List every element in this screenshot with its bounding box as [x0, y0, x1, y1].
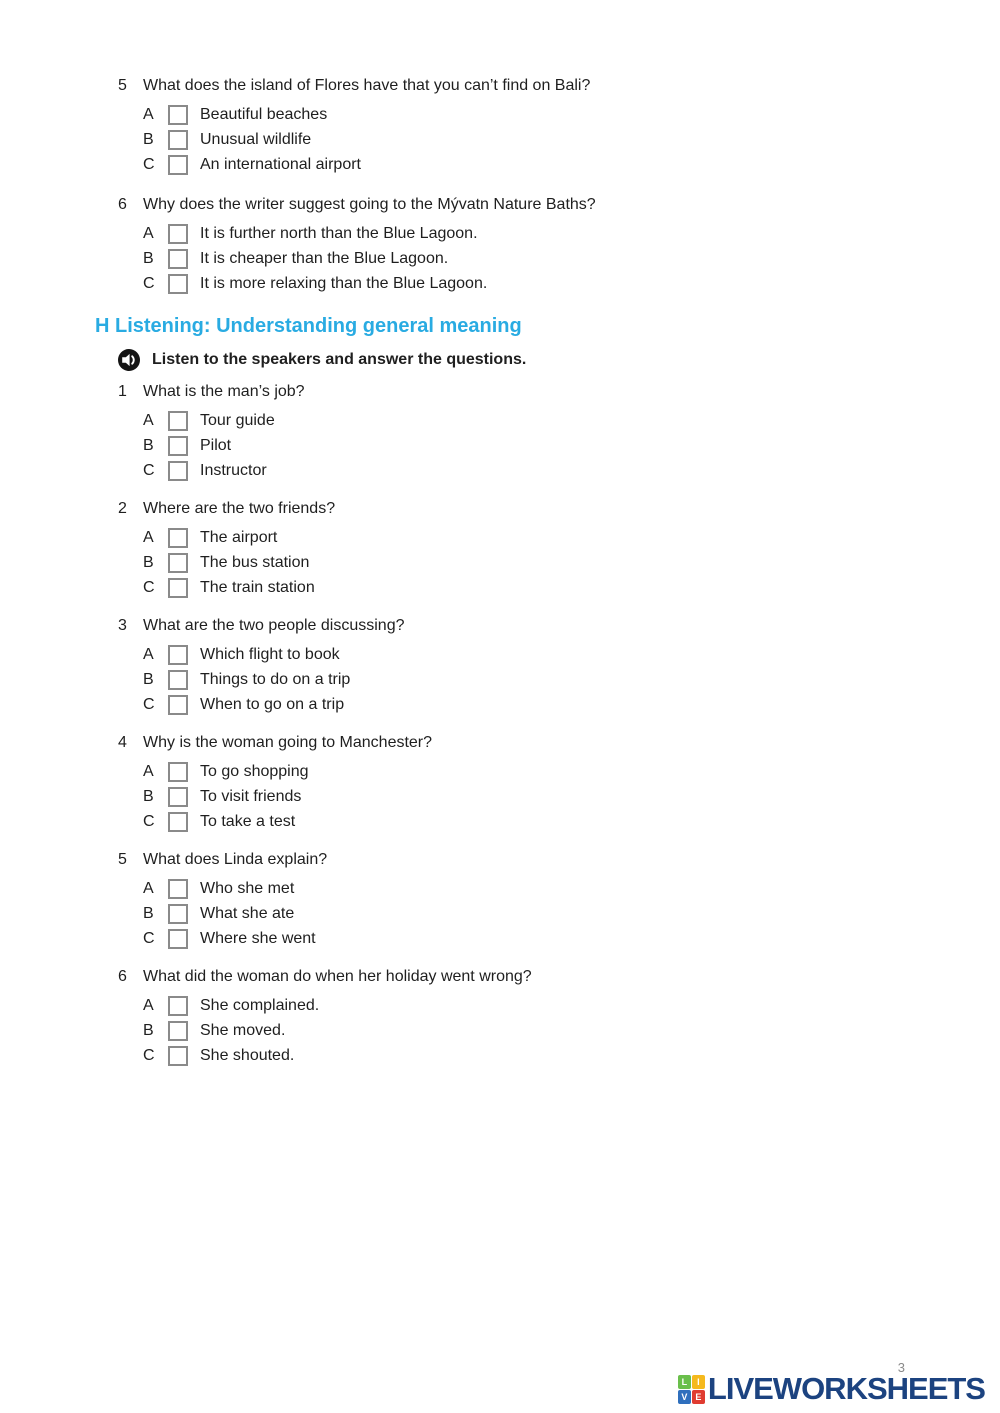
option-letter: B	[143, 130, 154, 148]
option-row	[143, 759, 960, 784]
option-letter: A	[143, 224, 154, 242]
section-heading: H Listening: Understanding general meaning	[95, 315, 522, 337]
liveworksheets-grid-icon	[678, 1375, 705, 1404]
option-label: Pilot	[200, 436, 232, 454]
option-label: The train station	[200, 578, 315, 596]
option-letter: C	[143, 812, 155, 830]
answer-checkbox[interactable]	[168, 224, 188, 244]
option-label: Instructor	[200, 461, 267, 479]
option-letter: B	[143, 787, 154, 805]
option-label: What she ate	[200, 904, 295, 922]
option-row	[143, 408, 960, 433]
answer-checkbox[interactable]	[168, 695, 188, 715]
option-label: Tour guide	[200, 411, 275, 429]
question-block-reading-5	[118, 76, 960, 177]
option-letter: B	[143, 1021, 154, 1039]
option-letter: B	[143, 249, 154, 267]
question-block-listening-2	[118, 499, 960, 600]
option-label: She moved.	[200, 1021, 286, 1039]
option-label: Unusual wildlife	[200, 130, 312, 148]
answer-checkbox[interactable]	[168, 155, 188, 175]
option-row	[143, 525, 960, 550]
option-row	[143, 901, 960, 926]
question-line	[118, 76, 960, 96]
question-block-reading-6	[118, 195, 960, 296]
question-block-listening-3	[118, 616, 960, 717]
question-block-listening-1	[118, 382, 960, 483]
answer-checkbox[interactable]	[168, 762, 188, 782]
logo-tile: I	[692, 1375, 705, 1389]
option-label: It is further north than the Blue Lagoon.	[200, 224, 478, 242]
option-label: It is more relaxing than the Blue Lagoon.	[200, 274, 488, 292]
answer-checkbox[interactable]	[168, 553, 188, 573]
audio-instruction-row	[117, 348, 960, 372]
question-number: 5	[118, 77, 127, 94]
option-label: Which flight to book	[200, 645, 340, 663]
logo-wordmark: LIVEWORKSHEETS	[707, 1371, 985, 1406]
option-row	[143, 876, 960, 901]
option-label: To go shopping	[200, 762, 309, 780]
option-row	[143, 993, 960, 1018]
option-letter: B	[143, 553, 154, 571]
answer-checkbox[interactable]	[168, 105, 188, 125]
answer-checkbox[interactable]	[168, 1046, 188, 1066]
option-row	[143, 575, 960, 600]
question-text: Why is the woman going to Manchester?	[143, 734, 433, 751]
option-row	[143, 784, 960, 809]
logo-tile: L	[678, 1375, 691, 1389]
question-number: 4	[118, 734, 127, 751]
option-letter: C	[143, 929, 155, 947]
option-row	[143, 458, 960, 483]
option-row	[143, 667, 960, 692]
option-row	[143, 1018, 960, 1043]
option-letter: B	[143, 436, 154, 454]
option-letter: B	[143, 670, 154, 688]
question-text: Where are the two friends?	[143, 500, 336, 517]
option-label: Beautiful beaches	[200, 105, 328, 123]
answer-checkbox[interactable]	[168, 812, 188, 832]
option-letter: A	[143, 105, 154, 123]
answer-checkbox[interactable]	[168, 249, 188, 269]
option-label: To visit friends	[200, 787, 302, 805]
answer-checkbox[interactable]	[168, 130, 188, 150]
question-number: 5	[118, 851, 127, 868]
question-block-listening-5	[118, 850, 960, 951]
page-number: 3	[897, 1360, 905, 1375]
audio-speaker-icon[interactable]	[117, 348, 141, 372]
question-text: What are the two people discussing?	[143, 617, 405, 634]
question-text: What does the island of Flores have that you can’t find on Bali?	[143, 77, 591, 94]
question-line	[118, 195, 960, 215]
option-row	[143, 271, 960, 296]
option-letter: A	[143, 645, 154, 663]
question-text: Why does the writer suggest going to the Mývatn Nature Baths?	[143, 196, 596, 213]
option-row	[143, 1043, 960, 1068]
question-block-listening-4	[118, 733, 960, 834]
question-number: 2	[118, 500, 127, 517]
answer-checkbox[interactable]	[168, 578, 188, 598]
option-row	[143, 809, 960, 834]
answer-checkbox[interactable]	[168, 670, 188, 690]
answer-checkbox[interactable]	[168, 1021, 188, 1041]
answer-checkbox[interactable]	[168, 274, 188, 294]
option-row	[143, 102, 960, 127]
option-label: Where she went	[200, 929, 316, 947]
option-letter: C	[143, 695, 155, 713]
option-label: The bus station	[200, 553, 310, 571]
option-letter: C	[143, 155, 155, 173]
question-block-listening-6	[118, 967, 960, 1068]
question-number: 6	[118, 196, 127, 213]
option-row	[143, 926, 960, 951]
question-number: 6	[118, 968, 127, 985]
question-number: 3	[118, 617, 127, 634]
option-label: An international airport	[200, 155, 361, 173]
question-text: What did the woman do when her holiday went wrong?	[143, 968, 532, 985]
question-line	[118, 967, 960, 987]
option-label: To take a test	[200, 812, 296, 830]
option-letter: C	[143, 578, 155, 596]
question-text: What is the man’s job?	[143, 383, 305, 400]
option-letter: A	[143, 762, 154, 780]
option-row	[143, 152, 960, 177]
option-row	[143, 433, 960, 458]
option-letter: A	[143, 528, 154, 546]
answer-checkbox[interactable]	[168, 787, 188, 807]
option-label: It is cheaper than the Blue Lagoon.	[200, 249, 449, 267]
option-row	[143, 246, 960, 271]
question-text: What does Linda explain?	[143, 851, 328, 868]
logo-tile: V	[678, 1390, 691, 1404]
option-letter: C	[143, 274, 155, 292]
option-letter: B	[143, 904, 154, 922]
answer-checkbox[interactable]	[168, 528, 188, 548]
answer-checkbox[interactable]	[168, 879, 188, 899]
option-label: She shouted.	[200, 1046, 295, 1064]
option-letter: C	[143, 461, 155, 479]
option-label: The airport	[200, 528, 278, 546]
question-line	[118, 733, 960, 753]
option-label: Things to do on a trip	[200, 670, 351, 688]
answer-checkbox[interactable]	[168, 645, 188, 665]
question-line	[118, 382, 960, 402]
question-line	[118, 850, 960, 870]
answer-checkbox[interactable]	[168, 904, 188, 924]
question-line	[118, 499, 960, 519]
audio-instruction-text: Listen to the speakers and answer the questions.	[152, 351, 527, 368]
option-letter: A	[143, 411, 154, 429]
answer-checkbox[interactable]	[168, 929, 188, 949]
option-label: Who she met	[200, 879, 295, 897]
option-label: She complained.	[200, 996, 320, 1014]
option-row	[143, 221, 960, 246]
option-letter: A	[143, 996, 154, 1014]
liveworksheets-logo	[678, 1371, 985, 1407]
answer-checkbox[interactable]	[168, 411, 188, 431]
answer-checkbox[interactable]	[168, 996, 188, 1016]
logo-tile: E	[692, 1390, 705, 1404]
option-label: When to go on a trip	[200, 695, 345, 713]
option-letter: C	[143, 1046, 155, 1064]
option-letter: A	[143, 879, 154, 897]
option-row	[143, 127, 960, 152]
option-row	[143, 550, 960, 575]
option-row	[143, 692, 960, 717]
answer-checkbox[interactable]	[168, 461, 188, 481]
question-line	[118, 616, 960, 636]
option-row	[143, 642, 960, 667]
answer-checkbox[interactable]	[168, 436, 188, 456]
question-number: 1	[118, 383, 127, 400]
